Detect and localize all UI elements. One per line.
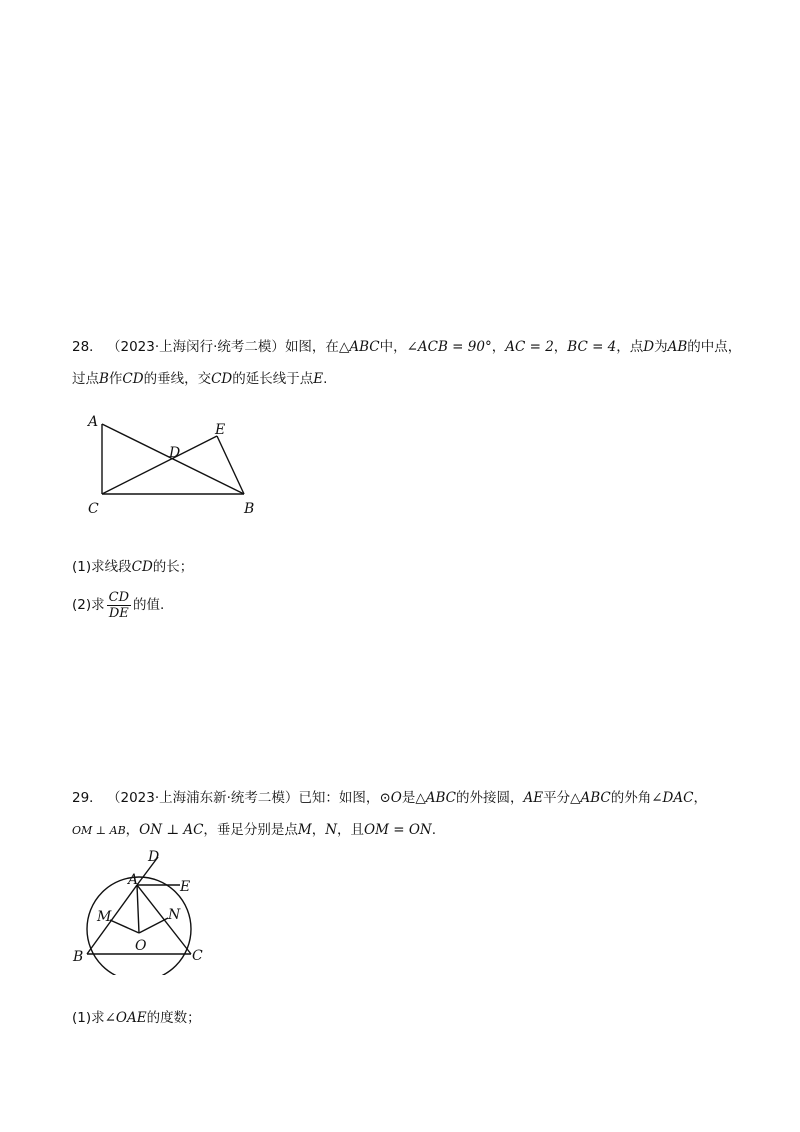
q29-source: （2023·上海浦东新·统考二模） bbox=[106, 790, 299, 806]
q28-label-e: E bbox=[215, 422, 226, 438]
q28-part-2: (2)求 $\frac{CD}{DE}$ 的值. bbox=[72, 589, 165, 621]
q29-number: 29． bbox=[72, 790, 103, 806]
q28-fraction: $\frac{CD}{DE}$ bbox=[108, 589, 129, 621]
q29-label-m: M bbox=[97, 909, 112, 925]
q28-condition-ac: AC = 2 bbox=[505, 339, 554, 355]
q29-part-1: (1)求∠OAE的度数； bbox=[72, 1010, 201, 1026]
q28-condition-angle: ∠ACB = 90° bbox=[406, 339, 492, 355]
q29-label-b: B bbox=[73, 949, 84, 965]
q28-label-d: D bbox=[169, 445, 181, 461]
q29-label-n: N bbox=[168, 907, 181, 923]
q28-source: （2023·上海闵行·统考二模） bbox=[106, 339, 285, 355]
q29-figure bbox=[70, 845, 220, 975]
q29-label-a: A bbox=[128, 872, 139, 888]
q28-condition-bc: BC = 4 bbox=[567, 339, 617, 355]
q28-line-1: 28． （2023·上海闵行·统考二模）如图，在△ABC中，∠ACB = 90°，AC = 2，BC = 4，点D为AB的中点， bbox=[72, 339, 742, 355]
q29-label-o: O bbox=[135, 938, 147, 954]
q28-label-b: B bbox=[244, 501, 255, 517]
q28-triangle: △ABC bbox=[338, 339, 380, 355]
q28-part-1: (1)求线段CD的长； bbox=[72, 559, 194, 575]
q28-label-a: A bbox=[88, 414, 99, 430]
q29-label-d: D bbox=[148, 849, 160, 865]
q29-condition-eq: OM = ON bbox=[364, 822, 432, 838]
q28-label-c: C bbox=[88, 501, 99, 517]
q29-line-2: OM ⊥ AB，ON ⊥ AC，垂足分别是点M，N，且OM = ON. bbox=[72, 822, 437, 838]
q28-line-2: 过点B作CD的垂线，交CD的延长线于点E. bbox=[72, 371, 328, 387]
q29-line-1: 29． （2023·上海浦东新·统考二模）已知：如图，⊙O是△ABC的外接圆，AE平分△ABC的外角∠DAC， bbox=[72, 790, 707, 806]
q29-condition-on: ON ⊥ AC bbox=[139, 822, 204, 838]
q28-figure bbox=[80, 412, 280, 522]
q29-condition-om: OM ⊥ AB bbox=[72, 824, 126, 837]
q29-label-c: C bbox=[192, 948, 203, 964]
q29-label-e: E bbox=[180, 879, 191, 895]
q28-number: 28． bbox=[72, 339, 103, 355]
